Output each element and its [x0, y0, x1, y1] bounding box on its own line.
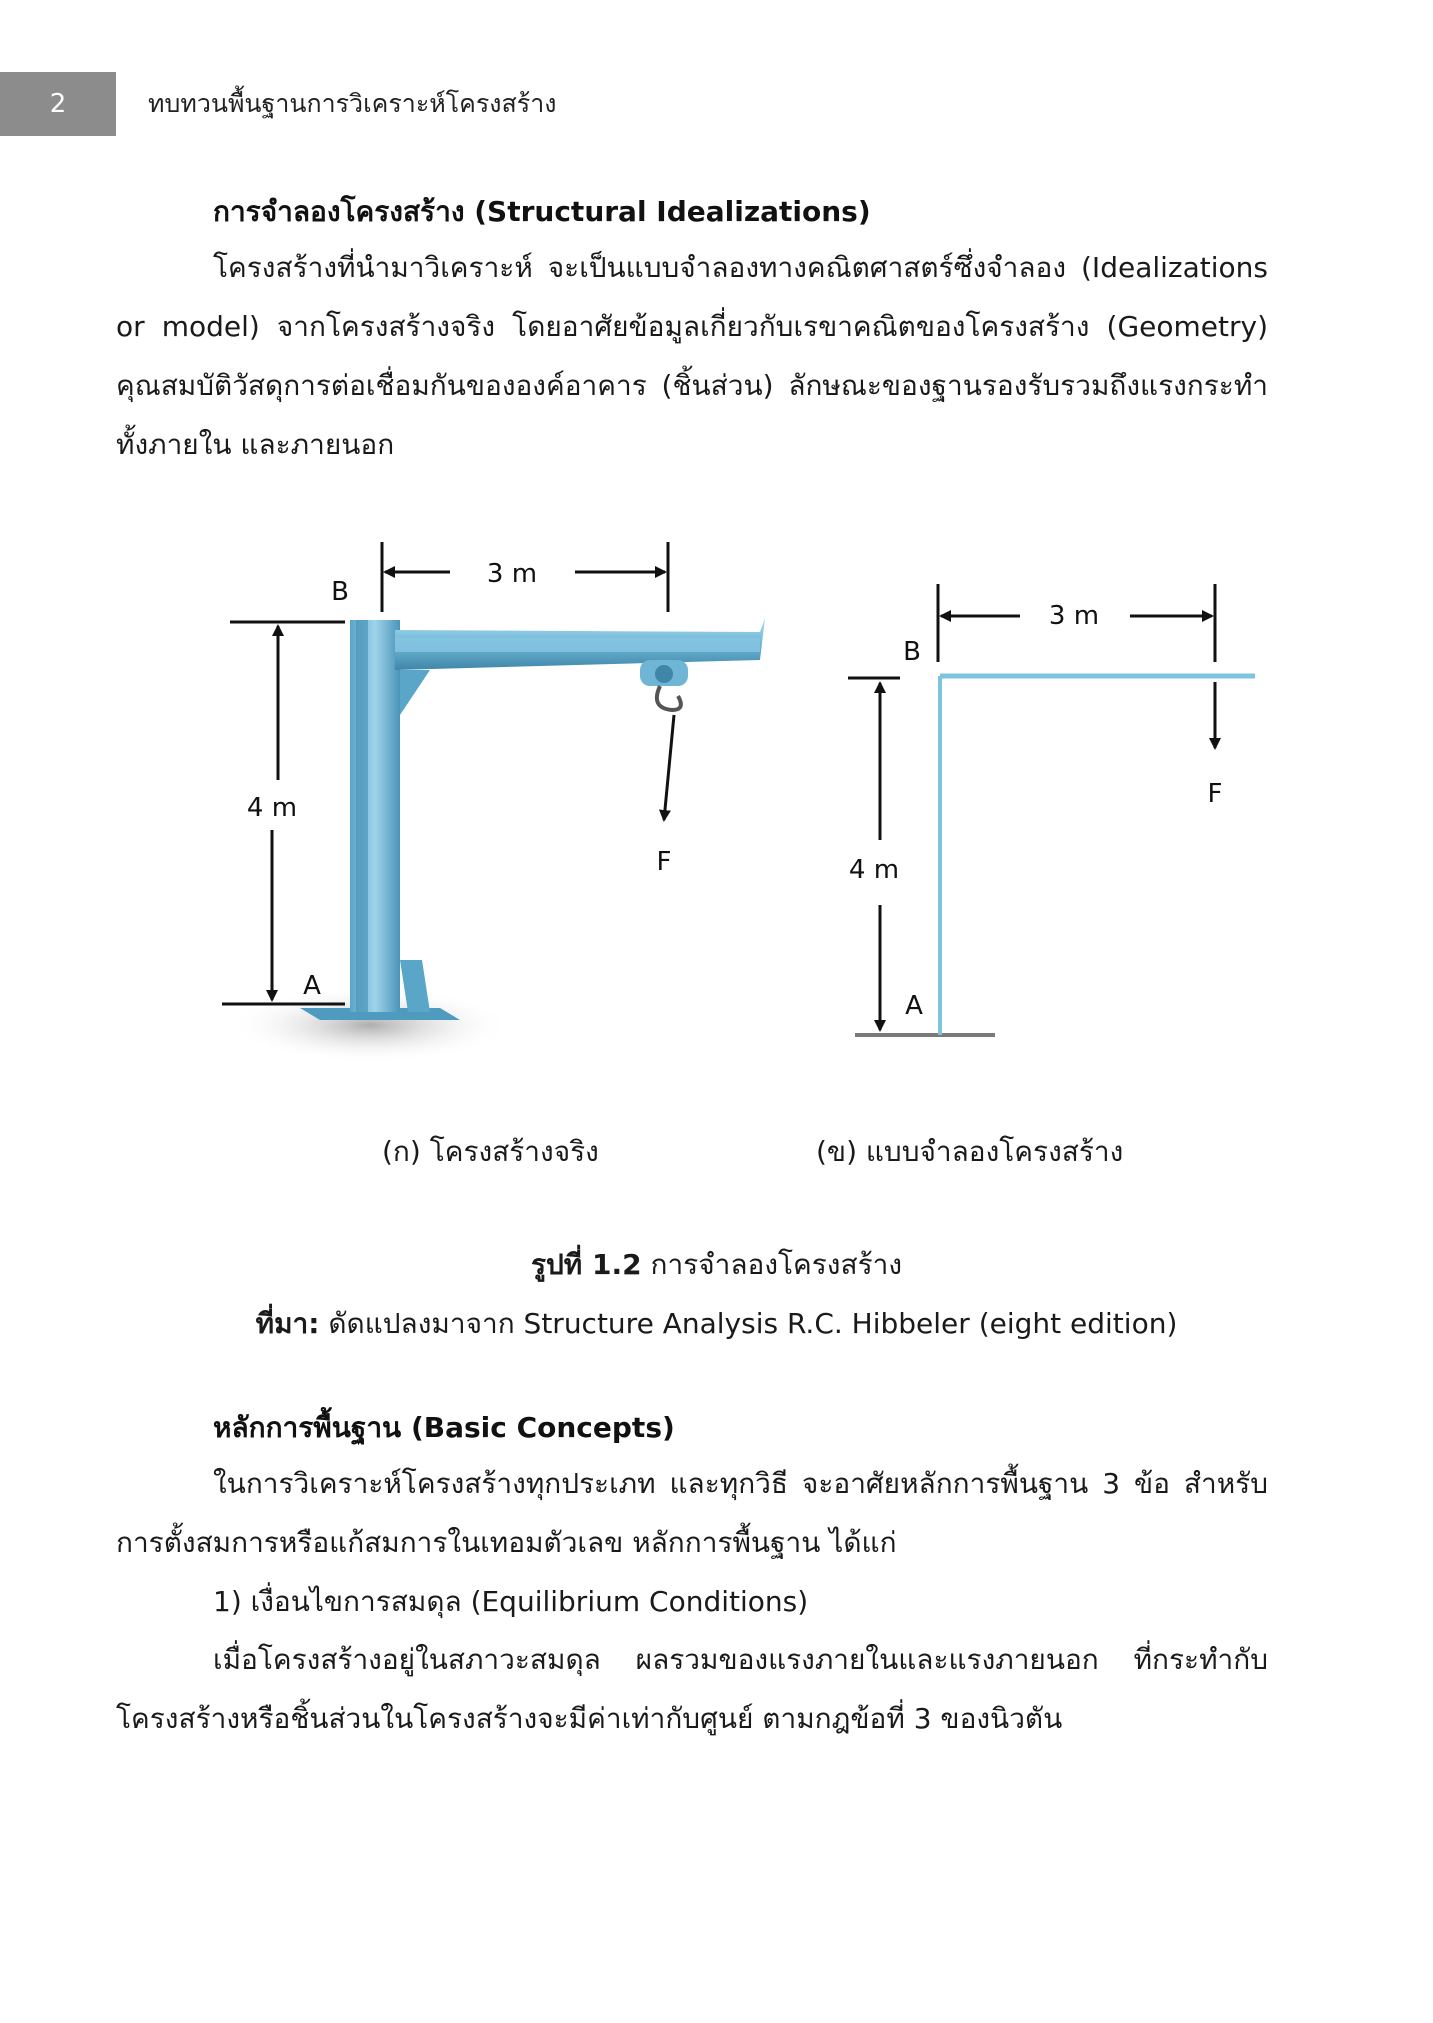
hook	[657, 686, 681, 710]
dim-width-real: 3 m	[486, 559, 538, 589]
page-number: 2	[0, 72, 116, 136]
figure-caption-prefix: รูปที่ 1.2	[530, 1248, 642, 1281]
figure-caption	[0, 1243, 1433, 1287]
label-a-real: A	[303, 971, 321, 1001]
model-structure-drawing	[848, 584, 1255, 1035]
dim-height-real: 4 m	[246, 793, 298, 823]
subcaption-real: (ก) โครงสร้างจริง	[382, 1135, 599, 1168]
label-b-real: B	[331, 577, 349, 607]
label-b-model: B	[903, 637, 921, 667]
figure-source-prefix: ที่มา:	[255, 1307, 320, 1340]
figure-source	[0, 1302, 1433, 1346]
label-f-real: F	[656, 847, 672, 877]
running-title: ทบทวนพื้นฐานการวิเคราะห์โครงสร้าง	[148, 89, 557, 118]
label-a-model: A	[905, 991, 923, 1021]
figure-structural-idealization	[200, 520, 1300, 1160]
section-heading-idealizations: การจำลองโครงสร้าง (Structural Idealizations)	[213, 195, 871, 228]
label-f-model: F	[1207, 779, 1223, 809]
figure-source-text: ดัดแปลงมาจาก Structure Analysis R.C. Hibbeler (eight edition)	[319, 1307, 1178, 1340]
paragraph-basic-concepts: ในการวิเคราะห์โครงสร้างทุกประเภท และทุกวิธี จะอาศัยหลักการพื้นฐาน 3 ข้อ สำหรับการตั้งสมการหรือแก้สมการในเทอมตัวเลข หลักการพื้นฐาน ได้แก่	[116, 1467, 1268, 1559]
paragraph-equilibrium: เมื่อโครงสร้างอยู่ในสภาวะสมดุล ผลรวมของแรงภายในและแรงภายนอก ที่กระทำกับโครงสร้างหรือชิ้นส่วนในโครงสร้างจะมีค่าเท่ากับศูนย์ ตามกฎข้อที่ 3 ของนิวตัน	[116, 1643, 1268, 1735]
real-structure-drawing	[222, 542, 765, 1063]
subcaption-model: (ข) แบบจำลองโครงสร้าง	[816, 1135, 1124, 1168]
list-item-equilibrium: 1) เงื่อนไขการสมดุล (Equilibrium Conditions)	[213, 1585, 809, 1618]
dim-width-model: 3 m	[1048, 601, 1100, 631]
section-heading-basic-concepts: หลักการพื้นฐาน (Basic Concepts)	[213, 1411, 675, 1444]
dim-height-model: 4 m	[848, 855, 900, 885]
force-arrow-real	[664, 715, 674, 820]
figure-caption-text: การจำลองโครงสร้าง	[641, 1248, 903, 1281]
paragraph-idealizations: โครงสร้างที่นำมาวิเคราะห์ จะเป็นแบบจำลองทางคณิตศาสตร์ซึ่งจำลอง (Idealizations or model) จากโครงสร้างจริง โดยอาศัยข้อมูลเกี่ยวกับเรขาคณิตของโครงสร้าง (Geometry) คุณสมบัติวัสดุการต่อเชื่อมกันขององค์อาคาร (ชิ้นส่วน) ลักษณะของฐานรองรับรวมถึงแรงกระทำทั้งภายใน และภายนอก	[116, 251, 1268, 461]
figure-drawing	[200, 520, 1300, 1160]
knee-bracket	[400, 670, 430, 715]
